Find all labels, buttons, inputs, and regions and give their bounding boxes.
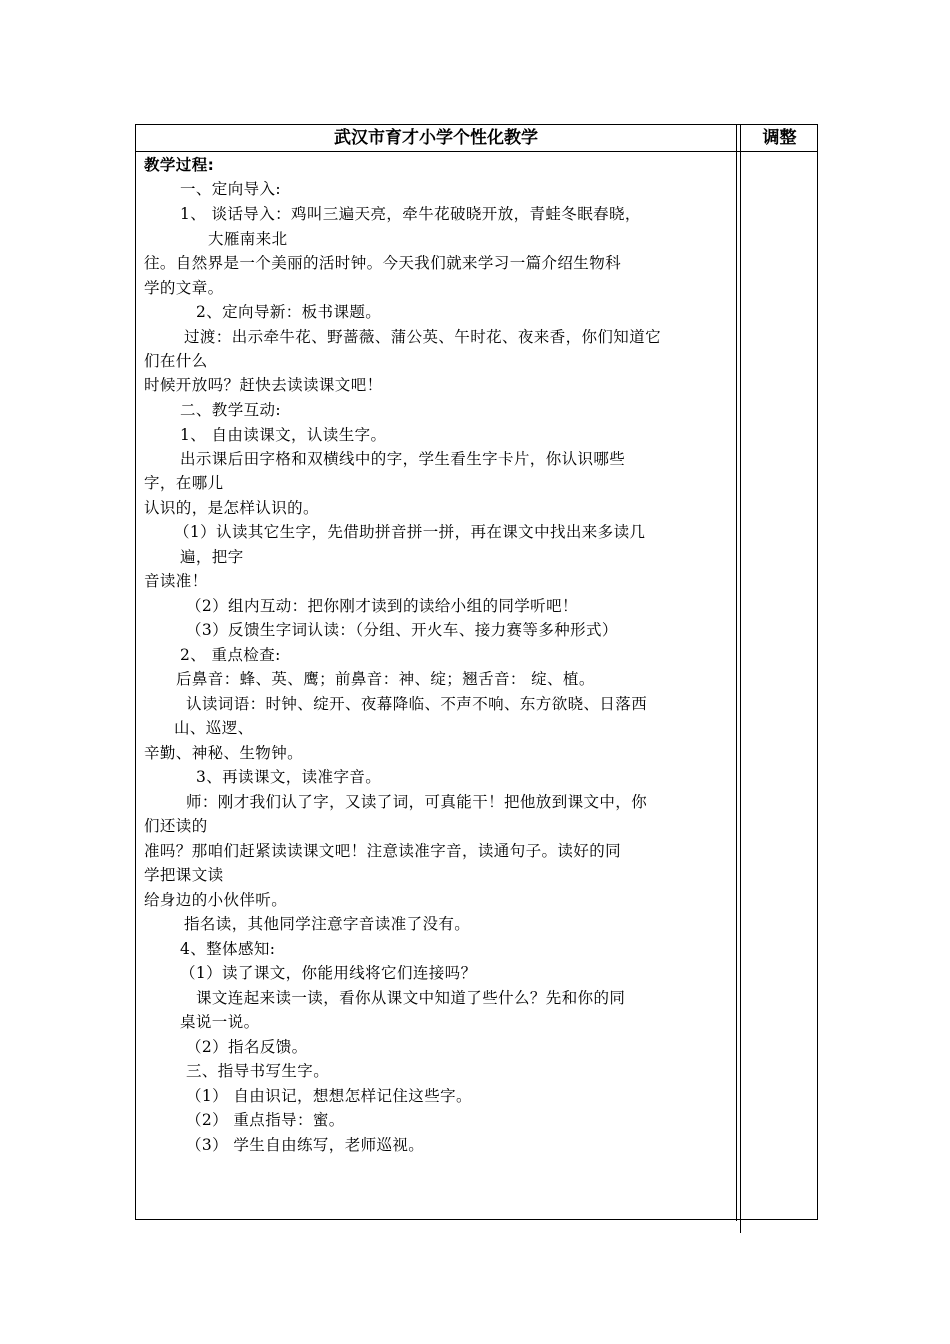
text-line: 音读准！: [144, 572, 208, 590]
table-header-row: [136, 125, 817, 152]
text-line: 们还读的: [144, 817, 208, 835]
text-line: 1、 自由读课文，认读生字。: [180, 426, 387, 444]
text-line: 后鼻音：蜂、英、鹰；前鼻音：神、绽；翘舌音： 绽、植。: [176, 670, 595, 688]
text-line: 过渡：出示牵牛花、野蔷薇、蒲公英、午时花、夜来香，你们知道它: [184, 328, 662, 346]
text-line: 4、整体感知:: [180, 940, 276, 958]
text-line: 大雁南来北: [208, 230, 288, 248]
text-line: 山、巡逻、: [174, 719, 254, 737]
text-line: （2） 重点指导：蜜。: [186, 1111, 345, 1129]
text-line: 给身边的小伙伴听。: [144, 891, 288, 909]
text-line: 一、定向导入:: [180, 180, 282, 198]
text-line: （3） 学生自由练写，老师巡视。: [186, 1136, 425, 1154]
text-line: （2）指名反馈。: [186, 1038, 308, 1056]
text-line: （3）反馈生字词认读：（分组、开火车、接力赛等多种形式）: [186, 621, 618, 639]
text-line: 课文连起来读一读，看你从课文中知道了些什么？先和你的同: [196, 989, 626, 1007]
text-line: 辛勤、神秘、生物钟。: [144, 744, 304, 762]
text-line: 们在什么: [144, 352, 208, 370]
text-line: 教学过程:: [144, 156, 215, 174]
text-line: 学把课文读: [144, 866, 224, 884]
text-line: 指名读，其他同学注意字音读准了没有。: [184, 915, 471, 933]
text-line: 学的文章。: [144, 279, 224, 297]
lesson-plan-table: [135, 124, 818, 1220]
text-line: 字，在哪儿: [144, 474, 224, 492]
text-line: 桌说一说。: [180, 1013, 260, 1031]
text-line: 时候开放吗？赶快去读读课文吧！: [144, 376, 383, 394]
adjust-column-header: 调整: [762, 128, 797, 148]
text-line: 2、定向导新：板书课题。: [196, 303, 382, 321]
text-line: （1） 自由识记，想想怎样记住这些字。: [186, 1087, 472, 1105]
text-line: （2）组内互动：把你刚才读到的读给小组的同学听吧！: [186, 597, 578, 615]
text-line: 出示课后田字格和双横线中的字，学生看生字卡片，你认识哪些: [180, 450, 626, 468]
column-divider: [736, 125, 737, 1221]
text-line: 遍，把字: [180, 548, 244, 566]
table-title: 武汉市育才小学个性化教学: [334, 128, 538, 148]
text-line: 二、教学互动:: [180, 401, 282, 419]
text-line: 认读词语：时钟、绽开、夜幕降临、不声不响、东方欲晓、日落西: [186, 695, 648, 713]
text-line: 准吗？那咱们赶紧读读课文吧！注意读准字音，读通句子。读好的同: [144, 842, 622, 860]
text-line: （1）读了课文，你能用线将它们连接吗？: [180, 964, 477, 982]
text-line: 认识的，是怎样认识的。: [144, 499, 319, 517]
column-divider-double: [740, 125, 741, 1233]
text-line: 3、再读课文，读准字音。: [196, 768, 382, 786]
text-line: 1、 谈话导入：鸡叫三遍天亮，牵牛花破晓开放，青蛙冬眠春晓，: [180, 205, 641, 223]
text-line: （1）认读其它生字，先借助拼音拼一拼，再在课文中找出来多读几: [174, 523, 646, 541]
text-line: 师：刚才我们认了字，又读了词，可真能干！把他放到课文中，你: [186, 793, 648, 811]
text-line: 2、 重点检查:: [180, 646, 281, 664]
text-line: 三、指导书写生字。: [186, 1062, 330, 1080]
text-line: 往。自然界是一个美丽的活时钟。今天我们就来学习一篇介绍生物科: [144, 254, 622, 272]
